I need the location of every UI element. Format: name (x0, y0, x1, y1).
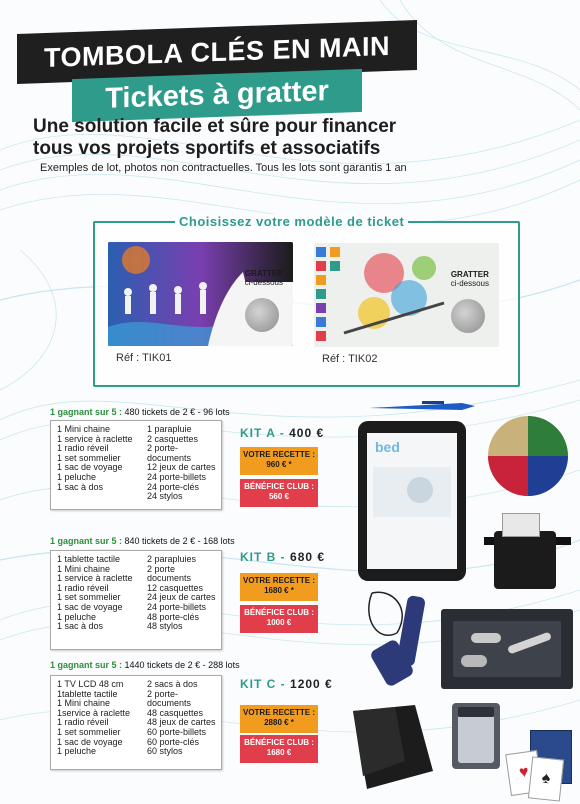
kit-b-name: KIT B (240, 550, 277, 564)
list-item: 1 tablette tactile (57, 554, 121, 564)
kit-b-title: KIT B - 680 € (240, 550, 326, 564)
list-item: 1tablette tactile (57, 688, 118, 699)
list-item: 1 TV LCD 48 cm (57, 679, 124, 689)
list-item: 1 sac de voyage (57, 462, 123, 473)
list-item: 48 porte-clés (147, 611, 200, 622)
list-item: 24 jeux de cartes (147, 592, 216, 603)
kit-b-contents (50, 550, 222, 650)
recette-value: 960 € * (266, 460, 292, 469)
kit-b-recette-badge (240, 573, 318, 601)
benefice-label: BÉNÉFICE CLUB : (244, 608, 314, 617)
kit-c-col1 (57, 680, 130, 757)
ticket-chooser-title: Choisissez votre modèle de ticket (175, 214, 408, 229)
list-item: 1 sac à dos (57, 621, 104, 632)
kit-b-lead (50, 536, 235, 546)
kit-c-contents (50, 675, 222, 770)
kit-b-benefice-badge (240, 605, 318, 633)
list-item: 1 radio réveil (57, 443, 109, 454)
kit-c-col2 (147, 680, 221, 757)
headline-line-1: Une solution facile et sûre pour financer (33, 116, 397, 137)
list-item: 12 casquettes (147, 582, 204, 593)
recette-label: VOTRE RECETTE : (242, 576, 315, 585)
kit-c-benefice-badge (240, 735, 318, 763)
gratter-text: GRATTER (450, 270, 489, 279)
benefice-value: 1680 € (266, 748, 292, 757)
recette-label: VOTRE RECETTE : (242, 708, 315, 717)
kit-a-benefice-badge (240, 479, 318, 507)
scratch-area-tik02 (451, 299, 485, 333)
kit-a-lead-rest: 480 tickets de 2 € - 96 lots (124, 407, 230, 417)
list-item: 60 porte-clés (147, 736, 200, 747)
ticket-tik01-gratter-label (245, 269, 283, 287)
pouch-image (452, 703, 500, 769)
list-item: 1 sac de voyage (57, 736, 123, 747)
list-item: 1 radio réveil (57, 717, 109, 728)
list-item: 2 porte documents (147, 563, 192, 584)
ticket-ref-tik01: Réf : TIK01 (116, 352, 172, 364)
kit-b-price: 680 € (290, 550, 326, 564)
list-item: 12 jeux de cartes (147, 462, 216, 473)
kit-c-recette-badge (240, 705, 318, 733)
list-item: 2 porte-documents (147, 688, 192, 709)
headline (33, 116, 396, 160)
kit-a-recette-badge (240, 447, 318, 475)
list-item: 2 sacs à dos (147, 679, 198, 689)
headline-line-2: tous vos projets sportifs et associatifs (33, 138, 381, 159)
recette-value: 2880 € * (264, 718, 294, 727)
kit-c-lead-rest: 1440 tickets de 2 € - 288 lots (124, 660, 240, 670)
list-item: 2 porte-documents (147, 443, 192, 463)
list-item: 1 parapluie (147, 424, 192, 434)
kit-b-lead-bold: 1 gagnant sur 5 : (50, 536, 123, 546)
list-item: 48 stylos (147, 621, 183, 632)
belt-bag-image (484, 511, 571, 591)
list-item: 1 set sommelier (57, 592, 121, 603)
kit-b-lead-rest: 840 tickets de 2 € - 168 lots (124, 536, 235, 546)
benefice-label: BÉNÉFICE CLUB : (244, 482, 314, 491)
gratter-text: GRATTER (244, 269, 283, 278)
playing-cards-image: ♥ ♠ (508, 730, 573, 798)
list-item: 60 porte-billets (147, 726, 207, 737)
kit-b-col2 (147, 555, 221, 632)
list-item: 1 Mini chaine (57, 563, 111, 574)
kit-a-price: 400 € (289, 426, 325, 440)
list-item: 24 stylos (147, 491, 183, 502)
kit-c-lead-bold: 1 gagnant sur 5 : (50, 660, 123, 670)
list-item: 60 stylos (147, 746, 183, 757)
list-item: 1 peluche (57, 746, 97, 757)
pen-image (367, 398, 479, 418)
list-item: 2 parapluies (147, 554, 197, 564)
benefice-value: 1000 € (266, 618, 292, 627)
portfolio-image (345, 701, 437, 793)
kit-a-name: KIT A (240, 426, 276, 440)
kit-c-title: KIT C - 1200 € (240, 677, 333, 691)
kit-a-lead (50, 407, 230, 417)
list-item: 1 peluche (57, 611, 97, 622)
list-item: 1 service à raclette (57, 433, 133, 444)
tablet-image (358, 421, 466, 581)
benefice-label: BÉNÉFICE CLUB : (244, 738, 314, 747)
kit-a-title: KIT A - 400 € (240, 426, 325, 440)
list-item: 1 sac de voyage (57, 601, 123, 612)
list-item: 24 porte-clés (147, 481, 200, 492)
phone-case-lanyard-image (357, 588, 437, 688)
ticket-ref-tik02: Réf : TIK02 (322, 353, 378, 365)
list-item: 1 set sommelier (57, 452, 121, 463)
ci-dessous-text: ci-dessous (244, 278, 283, 287)
list-item: 1 Mini chaine (57, 424, 111, 434)
kit-a-contents (50, 420, 222, 510)
kit-c-price: 1200 € (290, 677, 333, 691)
recette-label: VOTRE RECETTE : (242, 450, 315, 459)
kit-c-name: KIT C (240, 677, 277, 691)
recette-value: 1680 € * (264, 586, 294, 595)
page-title: TOMBOLA CLÉS EN MAIN (17, 20, 417, 84)
list-item: 1 Mini chaine (57, 698, 111, 709)
ticket-tik02-gratter-label (451, 270, 489, 288)
list-item: 24 porte-billets (147, 471, 207, 482)
tablet-screen (367, 433, 457, 569)
sommelier-set-image (441, 609, 573, 689)
list-item: 48 jeux de cartes (147, 717, 216, 728)
juggling-ball-image (485, 413, 571, 499)
kit-b-col1 (57, 555, 133, 632)
list-item: 1 service à raclette (57, 573, 133, 584)
benefice-value: 560 € (268, 492, 290, 501)
scratch-area-tik01 (245, 298, 279, 332)
kit-a-col1 (57, 425, 133, 492)
guarantee-note: Exemples de lot, photos non contractuelles. Tous les lots sont garantis 1 an (40, 162, 407, 174)
list-item: 24 porte-billets (147, 601, 207, 612)
list-item: 48 casquettes (147, 707, 204, 718)
list-item: 1 peluche (57, 471, 97, 482)
ticket-tik01-image[interactable] (108, 242, 293, 346)
kit-a-lead-bold: 1 gagnant sur 5 : (50, 407, 123, 417)
page-subtitle: Tickets à gratter (72, 69, 362, 122)
list-item: 1service à raclette (57, 707, 131, 718)
tablet-screen-logo: bed (375, 439, 400, 455)
kit-a-col2 (147, 425, 221, 502)
list-item: 1 sac à dos (57, 481, 104, 492)
list-item: 2 casquettes (147, 433, 199, 444)
list-item: 1 radio réveil (57, 582, 109, 593)
ticket-tik02-image[interactable] (314, 243, 499, 347)
ci-dessous-text: ci-dessous (450, 279, 489, 288)
kit-c-lead (50, 660, 240, 670)
list-item: 1 set sommelier (57, 726, 121, 737)
